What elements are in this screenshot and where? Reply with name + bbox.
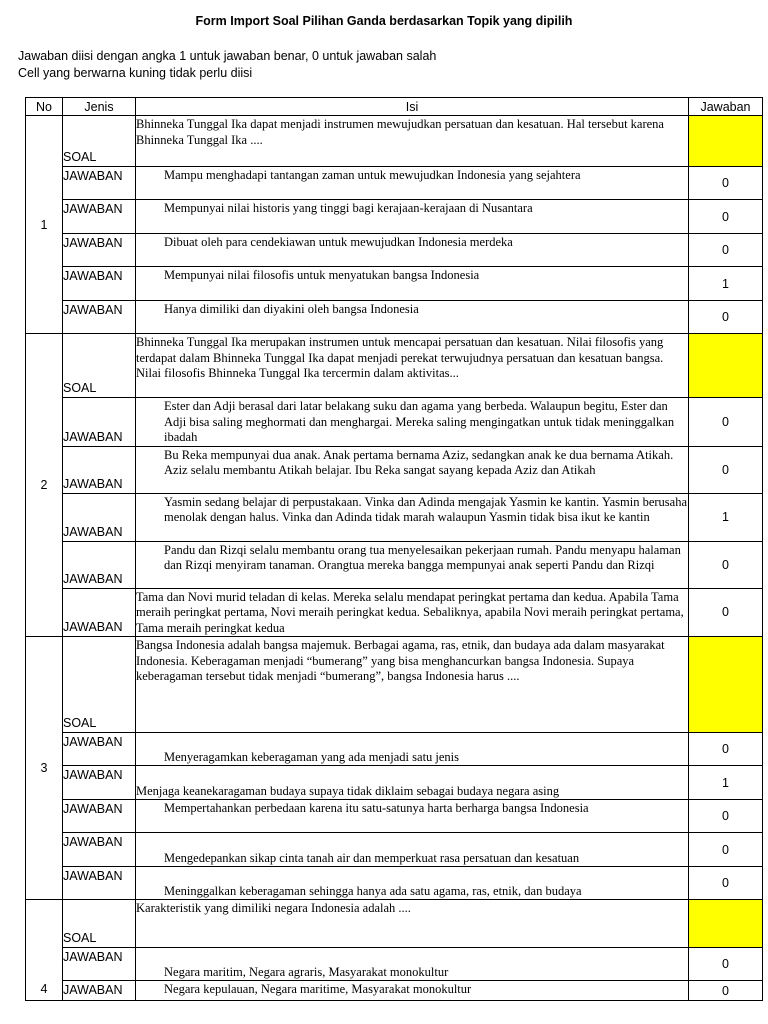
type-cell-jawaban[interactable]: JAWABAN [63, 267, 136, 301]
type-cell-jawaban[interactable]: JAWABAN [63, 398, 136, 447]
answer-option-text[interactable]: Dibuat oleh para cendekiawan untuk mewujudkan Indonesia merdeka [136, 234, 689, 267]
answer-option-text[interactable]: Mampu menghadapi tantangan zaman untuk mewujudkan Indonesia yang sejahtera [136, 167, 689, 200]
type-cell-jawaban[interactable]: JAWABAN [63, 833, 136, 867]
answer-value-cell[interactable]: 0 [689, 800, 763, 833]
table-row [26, 800, 763, 833]
header-jawaban: Jawaban [689, 98, 763, 116]
form-title: Form Import Soal Pilihan Ganda berdasarkan Topik yang dipilih [195, 14, 573, 28]
answer-option-text[interactable]: Pandu dan Rizqi selalu membantu orang tua menyelesaikan pekerjaan rumah. Pandu menyapu halaman dan Rizqi menyiram tanaman. Orangtua mereka bangga mempunyai anak seperti Pandu dan Rizqi [136, 541, 689, 588]
answer-value-cell[interactable]: 0 [689, 948, 763, 981]
table-row [26, 200, 763, 234]
type-cell-soal[interactable]: SOAL [63, 116, 136, 167]
table-row [26, 167, 763, 200]
answer-value-cell[interactable]: 0 [689, 301, 763, 334]
yellow-cell-note: Cell yang berwarna kuning tidak perlu diisi [18, 66, 253, 80]
type-cell-jawaban[interactable]: JAWABAN [63, 766, 136, 800]
table-row [26, 446, 763, 493]
answer-value-cell[interactable]: 0 [689, 867, 763, 900]
answer-option-text[interactable]: Negara maritim, Negara agraris, Masyarakat monokultur [136, 948, 689, 981]
question-number[interactable]: 4 [26, 900, 63, 1001]
answer-option-text[interactable]: Menjaga keanekaragaman budaya supaya tidak diklaim sebagai budaya negara asing [136, 766, 689, 800]
type-cell-jawaban[interactable]: JAWABAN [63, 948, 136, 981]
table-row [26, 981, 763, 1001]
type-cell-jawaban[interactable]: JAWABAN [63, 167, 136, 200]
answer-value-cell[interactable]: 0 [689, 234, 763, 267]
question-number[interactable]: 3 [26, 637, 63, 900]
answer-value-cell[interactable]: 0 [689, 398, 763, 447]
table-row [26, 398, 763, 447]
table-row [26, 833, 763, 867]
table-row [26, 733, 763, 766]
type-cell-jawaban[interactable]: JAWABAN [63, 493, 136, 541]
answer-value-cell[interactable]: 0 [689, 733, 763, 766]
question-text[interactable]: Bhinneka Tunggal Ika dapat menjadi instrumen mewujudkan persatuan dan kesatuan. Hal tersebut karena Bhinneka Tunggal Ika .... [136, 116, 689, 167]
instruction-note: Jawaban diisi dengan angka 1 untuk jawaban benar, 0 untuk jawaban salah [18, 49, 437, 63]
answer-option-text[interactable]: Negara kepulauan, Negara maritime, Masyarakat monokultur [136, 981, 689, 1001]
answer-value-cell[interactable]: 0 [689, 200, 763, 234]
table-row [26, 301, 763, 334]
answer-value-cell[interactable]: 0 [689, 167, 763, 200]
table-row [26, 267, 763, 301]
table-row [26, 334, 763, 398]
answer-value-cell[interactable]: 1 [689, 766, 763, 800]
table-row [26, 588, 763, 637]
answer-option-text[interactable]: Tama dan Novi murid teladan di kelas. Mereka selalu mendapat peringkat pertama dan kedua. Apabila Tama meraih peringkat pertama, Novi meraih peringkat kedua. Sebaliknya, apabila Novi meraih peringkat pertama, Tama meraih peringkat kedua [136, 588, 689, 637]
question-number[interactable]: 2 [26, 334, 63, 637]
answer-value-cell[interactable]: 1 [689, 493, 763, 541]
answer-option-text[interactable]: Meninggalkan keberagaman sehingga hanya ada satu agama, ras, etnik, dan budaya [136, 867, 689, 900]
answer-value-cell[interactable]: 0 [689, 981, 763, 1001]
question-table [25, 97, 763, 1001]
answer-option-text[interactable]: Mengedepankan sikap cinta tanah air dan memperkuat rasa persatuan dan kesatuan [136, 833, 689, 867]
table-header-row [26, 98, 763, 116]
type-cell-jawaban[interactable]: JAWABAN [63, 446, 136, 493]
type-cell-soal[interactable]: SOAL [63, 637, 136, 733]
type-cell-soal[interactable]: SOAL [63, 900, 136, 948]
answer-cell-disabled [689, 900, 763, 948]
answer-value-cell[interactable]: 1 [689, 267, 763, 301]
answer-option-text[interactable]: Mempunyai nilai filosofis untuk menyatukan bangsa Indonesia [136, 267, 689, 301]
question-text[interactable]: Bangsa Indonesia adalah bangsa majemuk. Berbagai agama, ras, etnik, dan budaya ada dalam masyarakat Indonesia. Keberagaman menjadi “bumerang” yang bisa menghancurkan bangsa Indonesia. Supaya keberagaman tersebut tidak menjadi “bumerang”, bangsa Indonesia harus .... [136, 637, 689, 733]
type-cell-jawaban[interactable]: JAWABAN [63, 800, 136, 833]
question-text[interactable]: Karakteristik yang dimiliki negara Indonesia adalah .... [136, 900, 689, 948]
type-cell-soal[interactable]: SOAL [63, 334, 136, 398]
answer-option-text[interactable]: Mempunyai nilai historis yang tinggi bagi kerajaan-kerajaan di Nusantara [136, 200, 689, 234]
type-cell-jawaban[interactable]: JAWABAN [63, 234, 136, 267]
answer-option-text[interactable]: Menyeragamkan keberagaman yang ada menjadi satu jenis [136, 733, 689, 766]
type-cell-jawaban[interactable]: JAWABAN [63, 867, 136, 900]
question-text[interactable]: Bhinneka Tunggal Ika merupakan instrumen untuk mencapai persatuan dan kesatuan. Nilai filosofis yang terdapat dalam Bhinneka Tunggal Ika dapat menjadi perekat terwujudnya persatuan dan kesatuan bangsa. Nilai filosofis Bhinneka Tunggal Ika tercermin dalam aktivitas... [136, 334, 689, 398]
answer-value-cell[interactable]: 0 [689, 541, 763, 588]
type-cell-jawaban[interactable]: JAWABAN [63, 588, 136, 637]
table-row [26, 637, 763, 733]
table-row [26, 867, 763, 900]
type-cell-jawaban[interactable]: JAWABAN [63, 981, 136, 1001]
answer-option-text[interactable]: Bu Reka mempunyai dua anak. Anak pertama bernama Aziz, sedangkan anak ke dua bernama Atikah. Aziz selalu membantu Atikah belajar. Ibu Reka sangat sayang kepada Aziz dan Atikah [136, 446, 689, 493]
answer-cell-disabled [689, 116, 763, 167]
header-no: No [26, 98, 63, 116]
answer-value-cell[interactable]: 0 [689, 833, 763, 867]
answer-cell-disabled [689, 334, 763, 398]
table-row [26, 234, 763, 267]
table-row [26, 541, 763, 588]
answer-option-text[interactable]: Yasmin sedang belajar di perpustakaan. Vinka dan Adinda mengajak Yasmin ke kantin. Yasmin berusaha menolak dengan halus. Vinka dan Adinda tidak marah walaupun Yasmin tidak bisa ikut ke kantin [136, 493, 689, 541]
answer-option-text[interactable]: Ester dan Adji berasal dari latar belakang suku dan agama yang berbeda. Walaupun begitu, Ester dan Adji bisa saling meghormati dan menghargai. Mereka saling mengingatkan untuk tidak meninggalkan ibadah [136, 398, 689, 447]
header-jenis: Jenis [63, 98, 136, 116]
answer-option-text[interactable]: Mempertahankan perbedaan karena itu satu-satunya harta berharga bangsa Indonesia [136, 800, 689, 833]
question-number[interactable]: 1 [26, 116, 63, 334]
answer-cell-disabled [689, 637, 763, 733]
table-row [26, 116, 763, 167]
table-row [26, 948, 763, 981]
table-row [26, 493, 763, 541]
type-cell-jawaban[interactable]: JAWABAN [63, 733, 136, 766]
type-cell-jawaban[interactable]: JAWABAN [63, 200, 136, 234]
type-cell-jawaban[interactable]: JAWABAN [63, 301, 136, 334]
table-row [26, 900, 763, 948]
answer-value-cell[interactable]: 0 [689, 588, 763, 637]
type-cell-jawaban[interactable]: JAWABAN [63, 541, 136, 588]
answer-option-text[interactable]: Hanya dimiliki dan diyakini oleh bangsa Indonesia [136, 301, 689, 334]
table-row [26, 766, 763, 800]
header-isi: Isi [136, 98, 689, 116]
answer-value-cell[interactable]: 0 [689, 446, 763, 493]
